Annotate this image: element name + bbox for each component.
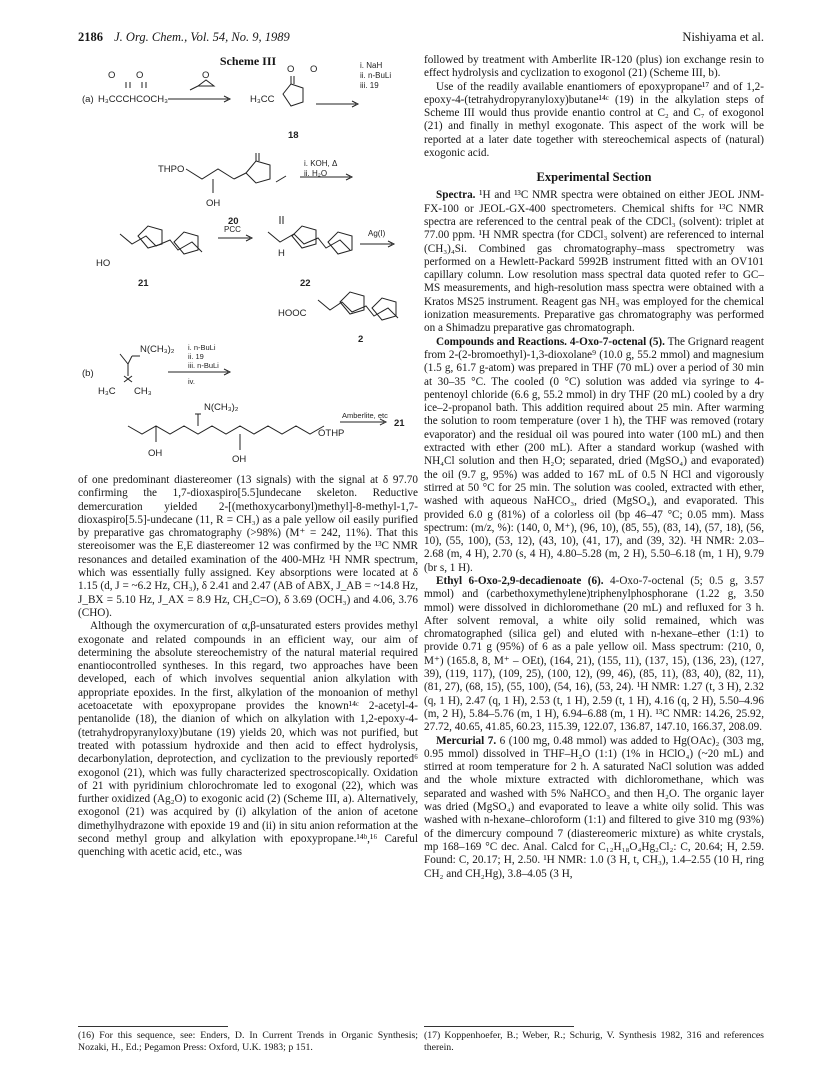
- h-label: H: [278, 248, 285, 259]
- mercurial-text: 6 (100 mg, 0.48 mmol) was added to Hg(OAc)₂ (303 mg, 0.95 mmol) dissolved in THF–H₂O (1:1) (1% in HClO₄) (~20 mL) and stirred at room temperature for 2 h. A saturated NaCl solution was added and the whole mixture extracted with dichloromethane, which was separated and washed with 5% NaHCO₃ and then H₂O. The organic layer was dried (MgSO₄) and evaporated to leave a white oily solid. This was washed with n-hexane–chloroform (1:1) and filtered to give 310 mg (93%) of the dimercury compound 7 (diastereomeric mixture) as white crystals, mp 168–169 °C dec. Anal. Calcd for C₁₂H₁₈O₄Hg₂Cl₂: C, 20.64; H, 2.59. Found: C, 20.17; H, 2.50. ¹H NMR: 1.0 (3 H, t, CH₃), 1.4–2.55 (10 H, ring CH₂ and CH₂Hg), 3.8–4.05 (3 H,: [424, 734, 764, 880]
- scheme-figure: [78, 54, 418, 474]
- hydrazone-nme2: N(CH₃)₂: [140, 344, 175, 355]
- hydrazone-nme2-b: N(CH₃)₂: [204, 402, 239, 413]
- right-paragraph-1: followed by treatment with Amberlite IR-120 (plus) ion exchange resin to effect hydrolysis and cyclization to exogonol (21) (Scheme III, b).: [424, 54, 764, 80]
- part-a-text: (a): [82, 94, 94, 105]
- arrow2-cond-2: ii. H₂O: [304, 169, 328, 178]
- left-paragraph-2: Although the oxymercuration of α,β-unsaturated esters provides methyl exogonate and related compounds in an efficient way, our aim of determining the absolute stereochemistry of the natural material required enantiocontrolled syntheses. In this regard, two approaches have been developed, each of which involves sequential anion alkylation with appropriate epoxides. In the first, alkylation of the monoanion of methyl acetoacetate with epoxypropane provides the known¹⁴ᶜ 2-acetyl-4-pentanolide (18), the dianion of which on alkylation with 1,2-epoxy-4-(tetrahydropyranyloxy)butane (19) yields 20, which was not purified, but treated with potassium hydroxide and then acid to effect hydrolysis, decarbonylation, deprotection, and cyclization to the previously reported⁶ exogonol (21), which was fully characterized spectroscopically. Oxidation of 21 with pyridinium chlorochromate led to exogonal (22), which was further oxidized (Ag₂O) to exogonic acid (2) (Scheme III, a). Alternatively, exogonol (21) was acquired by (i) alkylation of the anion of acetone dimethylhydrazone with epoxide 19 and (ii) in situ anion reformation at the second methyl group and alkylation with epoxypropane.¹⁴ᵇ,¹⁶ Careful quenching with acetic acid, etc., was: [78, 620, 418, 859]
- footnote-17: (17) Koppenhoefer, B.; Weber, R.; Schurig, V. Synthesis 1982, 316 and references therein.: [424, 1030, 764, 1053]
- part-b-label: (b): [82, 368, 94, 379]
- footnote-rule-right: [424, 1026, 574, 1027]
- lactone-o-top-2: O: [310, 64, 318, 75]
- oh-label: OH: [206, 198, 221, 209]
- scheme-drawing: [78, 54, 418, 474]
- compounds-text: The Grignard reagent from 2-(2-bromoethyl)-1,3-dioxolane⁹ (10.0 g, 55.2 mmol) and magnesium (1.5 g, 61.7 g-atom) was prepared in THF (70 mL) over a period of 30 min at 30–35 °C. The cooled (0 °C) solution was added via syringe to 4-pentenoyl chloride (6.6 g, 55.2 mmol) in dry THF (20 mL) cooled by a dry ice–2-propanol bath. This addition required about 25 min. After warming the solution to room temperature (over 1 h), the THF was removed (rotary evaporator) and the residual oil was poured into water (100 mL) and then extracted with ether (200 mL). After a standard workup (washed with NH₄Cl solution and then H₂O; separated, dried (MgSO₄) and evaporated) the oil (9.7 g, 95%) was added to 167 mL of 0.5 N HCl and vigorously stirred at 50 °C for 25 min. The solution was cooled, extracted with ether, washed with aqueous NaHCO₃, dried (MgSO₄), and evaporated. This provided 6.0 g (81%) of a colorless oil (bp 46–47 °C; 0.05 mm). Mass spectrum: (m/z, %): (140, 0, M⁺), (96, 10), (85, 55), (83, 14), (57, 18), (56, 10), (55, 100), (53, 12), (43, 10), (41, 17), and (39, 32). ¹H NMR: 2.03–2.68 (m, 4 H), 2.70 (s, 4 H), 4.80–5.28 (m, 2 H), 5.50–6.18 (m, 1 H), 9.79 (br s, 1 H).: [424, 335, 764, 574]
- spectra-run-head: Spectra.: [436, 189, 476, 202]
- right-column: [424, 54, 764, 881]
- part-a-label: [82, 94, 94, 105]
- compounds-paragraph: [424, 336, 764, 575]
- carbonyl-o-1: O: [108, 70, 116, 81]
- ethyl-run-head: Ethyl 6-Oxo-2,9-decadienoate (6).: [436, 574, 604, 587]
- b-cond-2: ii. 19: [188, 352, 204, 361]
- label-22: 22: [300, 278, 311, 289]
- lactone-o-top: O: [287, 64, 295, 75]
- ag-label: Ag(I): [368, 229, 386, 238]
- label-21b: 21: [394, 418, 405, 429]
- spectra-paragraph: [424, 189, 764, 335]
- ethyl-text: 4-Oxo-7-octenal (5; 0.5 g, 3.57 mmol) and (carbethoxymethylene)triphenylphosphorane (1.22 g, 3.50 mmol) were dissolved in dichloromethane (20 mL) and refluxed for 3 h. After solvent removal, a white oily solid remained, which was chromatographed (silica gel) and eluted with n-hexane–ether (1:1) to provide 0.71 g (95%) of 6 as a pale yellow oil. Mass spectrum: (210, 0, M⁺) (165.8, 8, M⁺ – OEt), (164, 21), (155, 11), (137, 15), (136, 23), (127, 39), (119, 117), (109, 25), (100, 12), (99, 46), (85, 11), (83, 40), (82, 11), (81, 27), (68, 15), (55, 100), (54, 16), (53, 24). ¹H NMR: 1.27 (t, 3 H), 2.32 (q, 1 H), 2.47 (q, 1 H), 2.53 (t, 1 H), 2.59 (t, 1 H), 4.16 (q, 2 H), 5.50–4.96 (m, 2 H), 5.84–5.76 (m, 1 H), 6.94–6.88 (m, 1 H). ¹³C NMR: 14.26, 25.92, 27.72, 40.65, 41.85, 60.23, 115.39, 122.07, 136.87, 147.10, 166.37, 208.09.: [424, 574, 765, 734]
- carbonyl-o-2: O: [136, 70, 144, 81]
- running-author: Nishiyama et al.: [682, 30, 764, 44]
- oh-left-label: OH: [148, 448, 163, 459]
- experimental-heading: Experimental Section: [536, 170, 652, 185]
- compounds-run-head: Compounds and Reactions. 4-Oxo-7-octenal (5).: [436, 335, 665, 348]
- left-column: [78, 54, 418, 860]
- ethyl-paragraph: [424, 575, 764, 735]
- othp-label: OTHP: [318, 428, 345, 439]
- pcc-label: PCC: [224, 225, 241, 234]
- journal-citation: J. Org. Chem., Vol. 54, No. 9, 1989: [114, 30, 290, 44]
- thpo-label: THPO: [158, 164, 185, 175]
- header-left: [78, 30, 290, 45]
- mercurial-run-head: Mercurial 7.: [436, 734, 497, 747]
- scheme-title: Scheme III: [219, 54, 277, 68]
- arrow2-cond-1: i. KOH, Δ: [304, 159, 338, 168]
- label-21: 21: [138, 278, 149, 289]
- b-cond-1: i. n-BuLi: [188, 343, 216, 352]
- mercurial-paragraph: [424, 735, 764, 881]
- right-paragraph-2: Use of the readily available enantiomers of epoxypropane¹⁷ and of 1,2-epoxy-4-(tetrahydropyranyloxy)butane¹⁴ᶜ (19) in the alkylation steps of Scheme III would thus provide enantio control at C₂ and C₇ of exogonol (21) and finally in methyl exogonate. This aspect of the work will be reported at a later date together with stereochemical aspects of (natural) exogonic acid.: [424, 80, 764, 160]
- ho-label: HO: [96, 258, 111, 269]
- label-2: 2: [358, 334, 364, 345]
- footnote-rule-left: [78, 1026, 228, 1027]
- label-20: 20: [228, 216, 239, 227]
- oh-right-label: OH: [232, 454, 247, 465]
- h3c-label: H₃C: [98, 386, 116, 397]
- epoxide-o: O: [202, 70, 210, 81]
- hooc-label: HOOC: [278, 308, 307, 319]
- ch3-label: CH₃: [134, 386, 152, 397]
- page-header: [78, 30, 764, 50]
- page-number: 2186: [78, 30, 103, 44]
- footnote-16: (16) For this sequence, see: Enders, D. In Current Trends in Organic Synthesis; Nozaki, H., Ed.; Pegamon Press: Oxford, U.K. 1983; p 151.: [78, 1030, 418, 1053]
- lactone-methyl: H₃CC: [250, 94, 275, 105]
- b-cond-3: iii. n-BuLi: [188, 361, 219, 370]
- amberlite-label: Amberlite, etc: [342, 411, 388, 420]
- label-18: 18: [288, 130, 299, 141]
- arrow-cond-3: iii. 19: [360, 81, 379, 90]
- reagent-a1: H₃CCCHCOCH₃: [98, 94, 169, 105]
- spectra-text: ¹H and ¹³C NMR spectra were obtained on either JEOL JNM-FX-100 or JEOL-GX-400 spectrometers. Chemical shifts for ¹³C NMR spectra are referenced to the central peak of the CDCl₃ (solvent): triplet at 77.00 ppm. ¹H NMR spectra (for CDCl₃ solvent) are referenced to internal (CH₃)₄Si. Combined gas chromatography–mass spectrometry was performed on a Hewlett-Packard 5992B instrument fitted with an OV101 capillary column. Low resolution mass spectral data quoted refer to GC–MS measurements, and high-resolution mass spectra were obtained with a Kratos MS25 instrument. Reagent gas NH₃ was employed for the chemical ionization measurements. Preparative gas chromatography was performed on a Shimadzu preparative gas chromatograph.: [424, 189, 764, 335]
- left-paragraph-1: of one predominant diastereomer (13 signals) with the signal at δ 97.70 confirming the 1,7-dioxaspiro[5.5]undecane skeleton. Reductive demercuration yielded 2-[(methoxycarbonyl)methyl]-8-methyl-1,7-dioxaspiro[5.5]-undecane (11, R = CH₃) as a pale yellow oil easily purified by preparative gas chromatography (>98%) (M⁺ = 242, 11%). That this stereoisomer was the E,E diastereomer 12 was confirmed by the ¹³C NMR resonances and detailed examination of the 400-MHz ¹H NMR spectrum, which was essentially fully assigned. Key absorptions were located at δ 1.15 (d, J = ~6.2 Hz, CH₃), δ 2.41 and 2.47 (AB of ABX, J_AB = ~14.8 Hz, J_BX = 5.10 Hz, J_AX = 8.9 Hz, CH₂C=O), δ 3.69 (OCH₃) and 4.06, 3.76 (CHO).: [78, 474, 418, 619]
- arrow-cond-1: i. NaH: [360, 61, 383, 70]
- arrow-cond-2: ii. n-BuLi: [360, 71, 392, 80]
- b-cond-4: iv.: [188, 377, 195, 386]
